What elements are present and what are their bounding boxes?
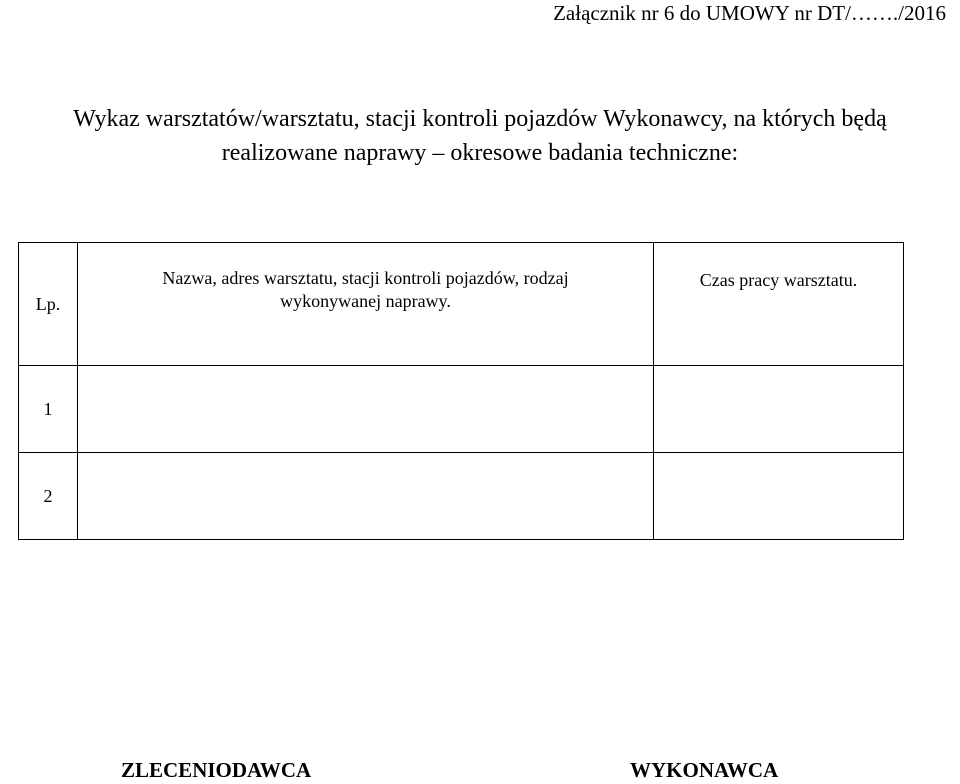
column-header-name — [78, 243, 654, 366]
workshop-name-cell[interactable] — [78, 453, 654, 540]
document-title-line-1: Wykaz warsztatów/warsztatu, stacji kontroli pojazdów Wykonawcy, na których będą — [73, 106, 887, 132]
document-title-line-2: realizowane naprawy – okresowe badania techniczne: — [221, 140, 739, 166]
column-header-lp: Lp. — [19, 243, 78, 366]
signature-client: ZLECENIODAWCA — [121, 758, 312, 782]
document-title — [0, 102, 960, 170]
workshop-table — [18, 242, 904, 540]
column-header-name-line-2: wykonywanej naprawy. — [280, 291, 451, 311]
row-number-cell: 2 — [19, 453, 78, 540]
workshop-hours-cell[interactable] — [654, 366, 904, 453]
annex-header: Załącznik nr 6 do UMOWY nr DT/……./2016 — [553, 1, 946, 25]
table-header-row — [19, 243, 904, 366]
column-header-hours: Czas pracy warsztatu. — [654, 243, 904, 366]
workshop-name-cell[interactable] — [78, 366, 654, 453]
table-row — [19, 453, 904, 540]
table-row — [19, 366, 904, 453]
signature-contractor: WYKONAWCA — [630, 758, 779, 782]
row-number-cell: 1 — [19, 366, 78, 453]
workshop-hours-cell[interactable] — [654, 453, 904, 540]
column-header-name-line-1: Nazwa, adres warsztatu, stacji kontroli pojazdów, rodzaj — [162, 268, 569, 288]
